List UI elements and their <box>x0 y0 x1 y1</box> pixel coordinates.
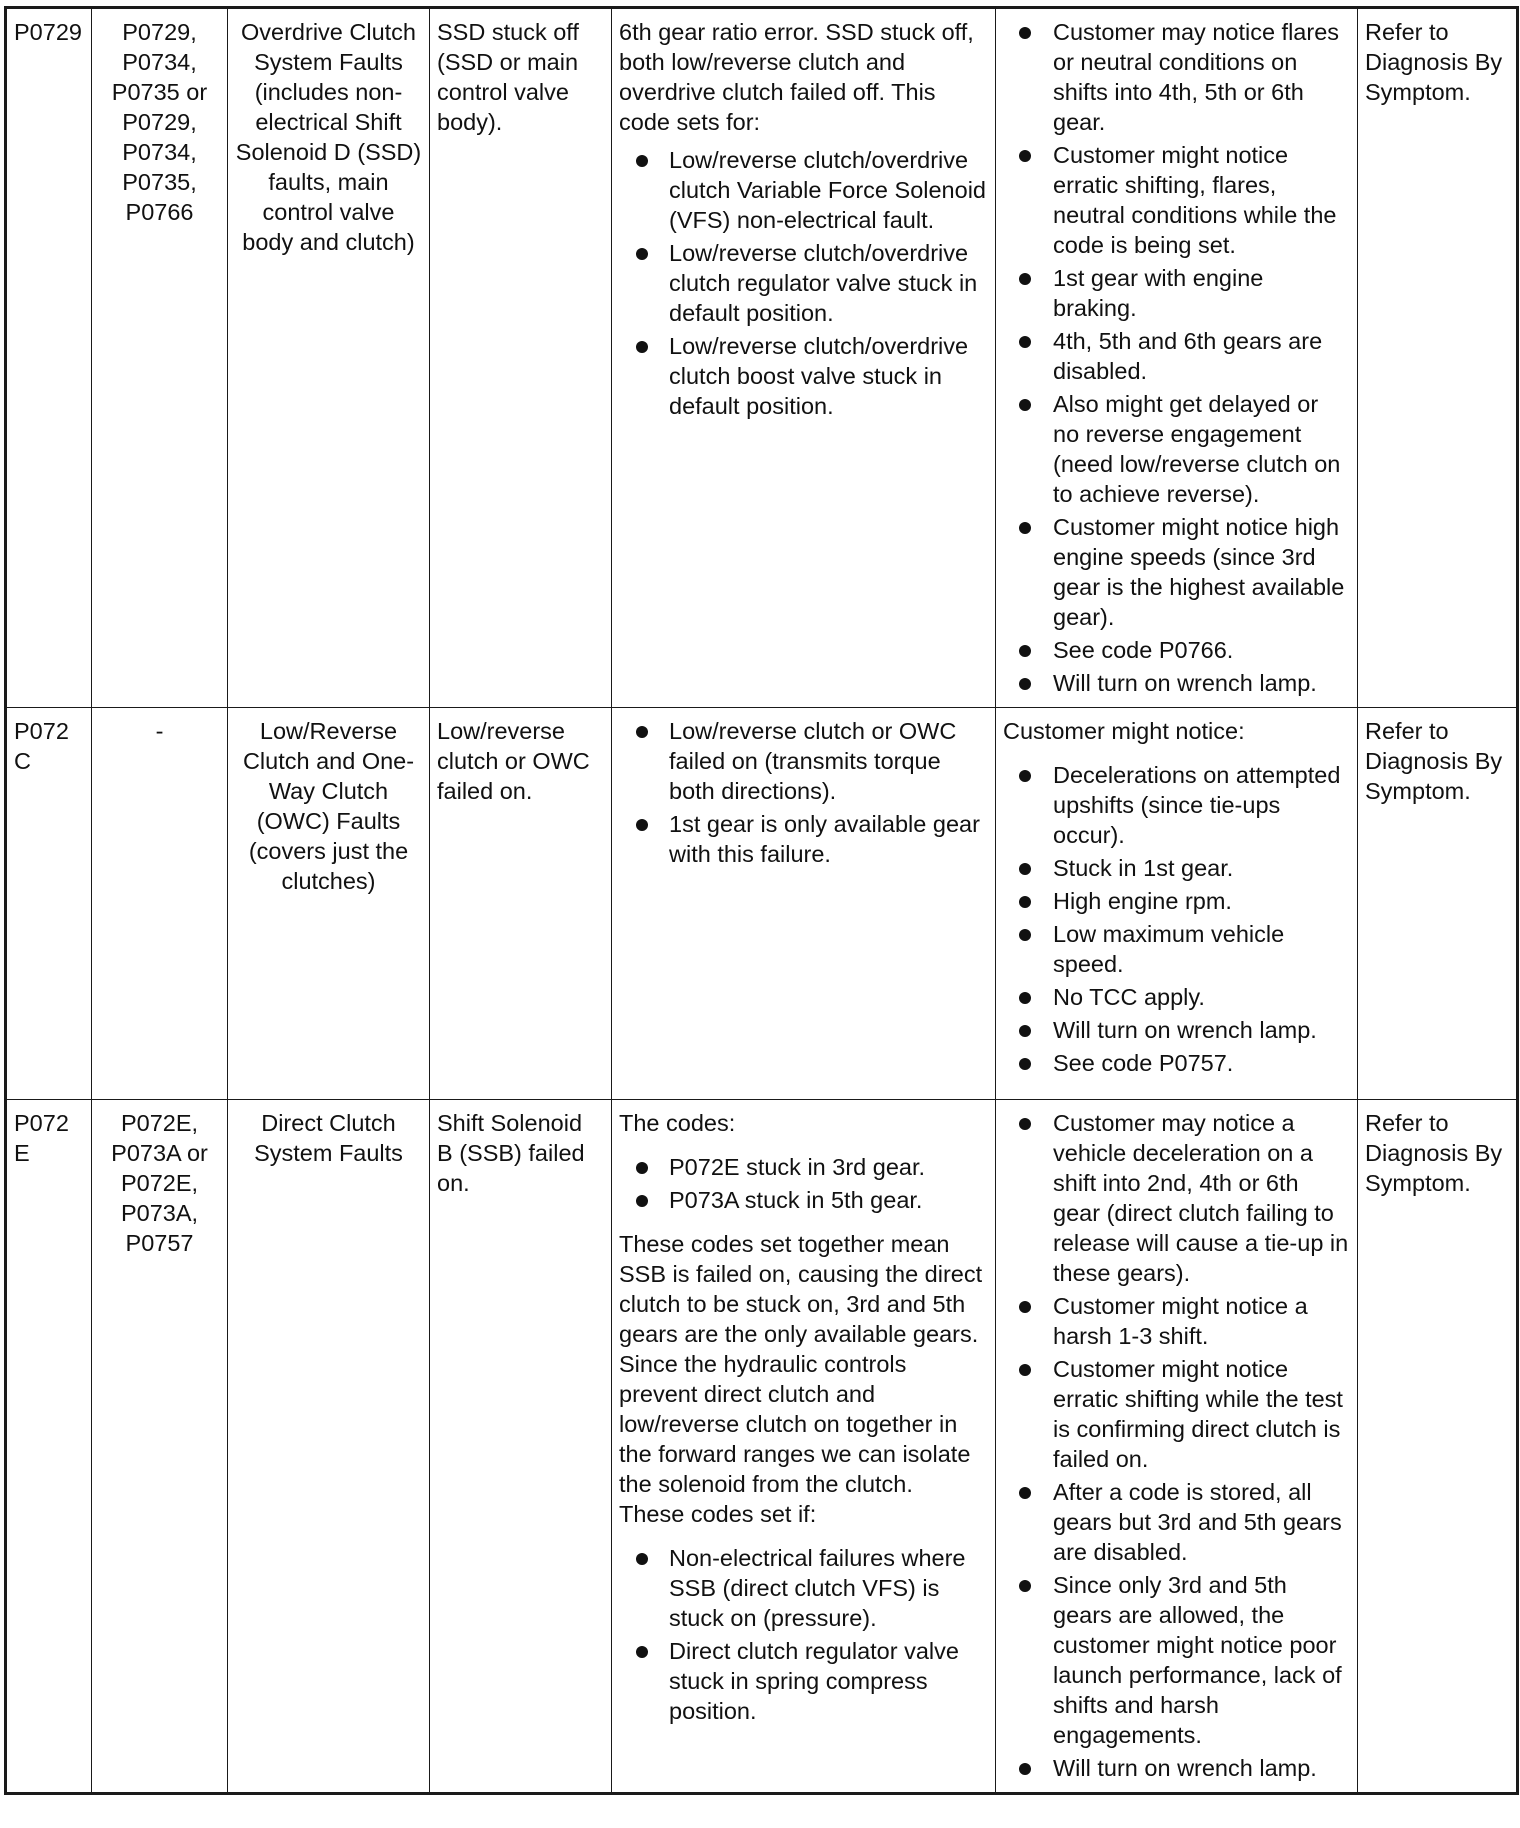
failure-mode: Low/reverse clutch or OWC failed on. <box>437 718 590 804</box>
list-item: P072E stuck in 3rd gear. <box>619 1152 988 1182</box>
list-item: Decelerations on attempted upshifts (since tie-ups occur). <box>1003 760 1350 850</box>
description-paragraph: Since the hydraulic controls prevent direct clutch and low/reverse clutch on together in the forward ranges we can isolate the solenoid from the clutch. <box>619 1351 971 1497</box>
failure-mode: SSD stuck off (SSD or main control valve body). <box>437 19 579 135</box>
bullet-icon <box>1019 896 1031 908</box>
list-item: Customer might notice erratic shifting, flares, neutral conditions while the code is being set. <box>1003 140 1350 260</box>
symptoms-list <box>1003 1108 1350 1783</box>
symptoms-cell <box>996 1100 1358 1794</box>
list-item: Low/reverse clutch/overdrive clutch Variable Force Solenoid (VFS) non-electrical fault. <box>619 145 988 235</box>
list-item: Stuck in 1st gear. <box>1003 853 1350 883</box>
list-item: Low/reverse clutch or OWC failed on (transmits torque both directions). <box>619 716 988 806</box>
system-name: Direct Clutch System Faults <box>254 1110 403 1166</box>
bullet-icon <box>1019 150 1031 162</box>
system-cell <box>228 1100 430 1794</box>
list-item: High engine rpm. <box>1003 886 1350 916</box>
bullet-icon <box>1019 992 1031 1004</box>
document-page <box>4 6 1516 1795</box>
list-item: Low maximum vehicle speed. <box>1003 919 1350 979</box>
dtc-code: P072C <box>14 718 69 774</box>
list-item: Direct clutch regulator valve stuck in spring compress position. <box>619 1636 988 1726</box>
dtc-cell <box>6 8 92 708</box>
bullet-icon <box>1019 522 1031 534</box>
description-paragraph: These codes set together mean SSB is failed on, causing the direct clutch to be stuck on, 3rd and 5th gears are the only available gears. <box>619 1231 983 1347</box>
list-item: Will turn on wrench lamp. <box>1003 668 1350 698</box>
list-item: Also might get delayed or no reverse engagement (need low/reverse clutch on to achieve reverse). <box>1003 389 1350 509</box>
bullet-icon <box>1019 1364 1031 1376</box>
bullet-icon <box>636 1553 648 1565</box>
bullet-icon <box>1019 770 1031 782</box>
dtc-code: P072E <box>14 1110 69 1166</box>
symptoms-cell <box>996 708 1358 1100</box>
system-name: Overdrive Clutch System Faults (includes non-electrical Shift Solenoid D (SSD) faults, main control valve body and clutch) <box>235 19 422 255</box>
bullet-icon <box>636 726 648 738</box>
list-item: Customer might notice a harsh 1-3 shift. <box>1003 1291 1350 1351</box>
failure-mode: Shift Solenoid B (SSB) failed on. <box>437 1110 585 1196</box>
description-cell <box>612 708 996 1100</box>
related-codes-cell <box>92 1100 228 1794</box>
symptoms-cell <box>996 8 1358 708</box>
description-cell <box>612 8 996 708</box>
bullet-icon <box>1019 1025 1031 1037</box>
related-codes: P0729, P0734, P0735 or P0729, P0734, P0735, P0766 <box>111 19 208 225</box>
list-item: Customer may notice flares or neutral conditions on shifts into 4th, 5th or 6th gear. <box>1003 17 1350 137</box>
bullet-icon <box>636 341 648 353</box>
list-item: 4th, 5th and 6th gears are disabled. <box>1003 326 1350 386</box>
related-codes: - <box>155 718 164 744</box>
list-item: No TCC apply. <box>1003 982 1350 1012</box>
list-item: 1st gear is only available gear with this failure. <box>619 809 988 869</box>
bullet-icon <box>1019 929 1031 941</box>
list-item: See code P0766. <box>1003 635 1350 665</box>
list-item: P073A stuck in 5th gear. <box>619 1185 988 1215</box>
description-list-2 <box>619 1543 988 1726</box>
related-codes-cell <box>92 8 228 708</box>
action-text: Refer to Diagnosis By Symptom. <box>1365 1110 1503 1196</box>
list-item: Will turn on wrench lamp. <box>1003 1015 1350 1045</box>
system-cell <box>228 8 430 708</box>
description-intro: The codes: <box>619 1110 736 1136</box>
failure-cell <box>430 1100 612 1794</box>
bullet-icon <box>1019 678 1031 690</box>
action-cell <box>1358 8 1518 708</box>
bullet-icon <box>636 155 648 167</box>
bullet-icon <box>1019 1487 1031 1499</box>
description-list <box>619 716 988 869</box>
related-codes: P072E, P073A or P072E, P073A, P0757 <box>111 1110 208 1256</box>
system-name: Low/Reverse Clutch and One-Way Clutch (OWC) Faults (covers just the clutches) <box>242 718 415 894</box>
list-item: 1st gear with engine braking. <box>1003 263 1350 323</box>
list-item: Low/reverse clutch/overdrive clutch boost valve stuck in default position. <box>619 331 988 421</box>
description-intro: 6th gear ratio error. SSD stuck off, both low/reverse clutch and overdrive clutch failed off. This code sets for: <box>619 19 974 135</box>
bullet-icon <box>1019 336 1031 348</box>
dtc-cell <box>6 1100 92 1794</box>
bullet-icon <box>636 1195 648 1207</box>
action-text: Refer to Diagnosis By Symptom. <box>1365 19 1503 105</box>
bullet-icon <box>636 1646 648 1658</box>
list-item: Customer might notice erratic shifting while the test is confirming direct clutch is failed on. <box>1003 1354 1350 1474</box>
related-codes-cell <box>92 708 228 1100</box>
description-list <box>619 145 988 421</box>
bullet-icon <box>1019 1580 1031 1592</box>
bullet-icon <box>1019 645 1031 657</box>
list-item: Since only 3rd and 5th gears are allowed, the customer might notice poor launch performance, lack of shifts and harsh engagements. <box>1003 1570 1350 1750</box>
bullet-icon <box>1019 27 1031 39</box>
table-row <box>6 708 1518 1100</box>
failure-cell <box>430 708 612 1100</box>
bullet-icon <box>1019 273 1031 285</box>
list-item: Customer might notice high engine speeds (since 3rd gear is the highest available gear). <box>1003 512 1350 632</box>
bullet-icon <box>1019 1763 1031 1775</box>
bullet-icon <box>1019 1118 1031 1130</box>
action-cell <box>1358 1100 1518 1794</box>
bullet-icon <box>636 1162 648 1174</box>
list-item: Low/reverse clutch/overdrive clutch regulator valve stuck in default position. <box>619 238 988 328</box>
list-item: After a code is stored, all gears but 3rd and 5th gears are disabled. <box>1003 1477 1350 1567</box>
description-cell <box>612 1100 996 1794</box>
list-item: Non-electrical failures where SSB (direct clutch VFS) is stuck on (pressure). <box>619 1543 988 1633</box>
table-row <box>6 8 1518 708</box>
bullet-icon <box>1019 1058 1031 1070</box>
description-paragraph: These codes set if: <box>619 1501 817 1527</box>
symptoms-intro: Customer might notice: <box>1003 718 1245 744</box>
list-item: See code P0757. <box>1003 1048 1350 1078</box>
bullet-icon <box>636 248 648 260</box>
list-item: Customer may notice a vehicle deceleration on a shift into 2nd, 4th or 6th gear (direct clutch failing to release will cause a tie-up in these gears). <box>1003 1108 1350 1288</box>
list-item: Will turn on wrench lamp. <box>1003 1753 1350 1783</box>
description-list <box>619 1152 988 1215</box>
failure-cell <box>430 8 612 708</box>
bullet-icon <box>1019 863 1031 875</box>
symptoms-list <box>1003 17 1350 698</box>
symptoms-list <box>1003 760 1350 1078</box>
action-cell <box>1358 708 1518 1100</box>
bullet-icon <box>636 819 648 831</box>
action-text: Refer to Diagnosis By Symptom. <box>1365 718 1503 804</box>
bullet-icon <box>1019 399 1031 411</box>
system-cell <box>228 708 430 1100</box>
bullet-icon <box>1019 1301 1031 1313</box>
dtc-table <box>4 6 1519 1795</box>
table-row <box>6 1100 1518 1794</box>
dtc-code: P0729 <box>14 19 82 45</box>
dtc-cell <box>6 708 92 1100</box>
